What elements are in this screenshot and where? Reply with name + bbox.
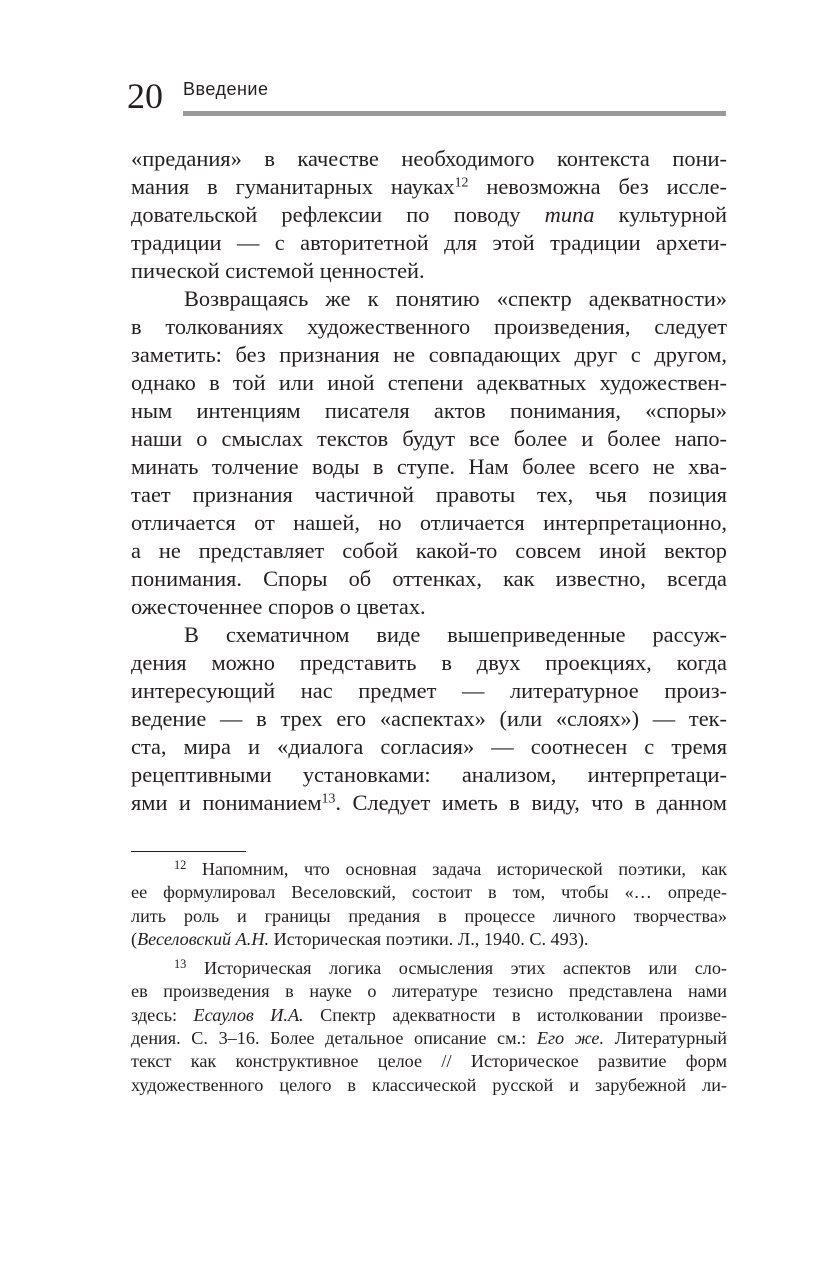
text-line: ным интенциям писателя актов понимания, «споры»: [131, 398, 727, 423]
text-line: а не представляет собой какой-то совсем иной вектор: [131, 538, 727, 563]
text-line: ведение — в трех его «аспектах» (или «слоях») — тек-: [131, 706, 727, 731]
footnote-12: [131, 858, 727, 951]
text-line: «предания» в качестве необходимого контекста пони-: [131, 146, 727, 171]
footnote-line: $^{12}$ Напомним, что основная задача исторической поэтики, как: [174, 857, 727, 879]
text-line: довательской рефлексии по поводу типа культурной: [131, 202, 727, 227]
text-line: В схематичном виде вышеприведенные рассуж-: [184, 622, 727, 647]
footnote-line: $^{13}$ Историческая логика осмысления этих аспектов или сло-: [174, 957, 727, 979]
text-line: отличается от нашей, но отличается интерпретационно,: [131, 510, 727, 535]
footnote-line: текст как конструктивное целое // Историческое развитие форм: [131, 1051, 727, 1072]
header-rule: [183, 111, 726, 116]
footnote-separator: [131, 851, 246, 852]
text-line: дения можно представить в двух проекциях, когда: [131, 650, 727, 675]
footnote-marker: 13: [174, 957, 187, 971]
text-line: минать толчение воды в ступе. Нам более всего не хва-: [131, 454, 727, 479]
text-line: в толкованиях художественного произведения, следует: [131, 314, 727, 339]
footnote-line: ее формулировал Веселовский, состоит в том, чтобы «… опреде-: [131, 882, 727, 903]
footnote-line: здесь: Есаулов И.А. Спектр адекватности в истолковании произве-: [131, 1004, 727, 1025]
text-line: однако в той или иной степени адекватных художествен-: [131, 370, 727, 395]
running-head: Введение: [183, 79, 269, 99]
main-text: [131, 145, 727, 817]
footnote-13: [131, 957, 727, 1097]
text-line: понимания. Споры об оттенках, как известно, всегда: [131, 566, 727, 591]
footnote-line: ев произведения в науке о литературе тезисно представлена нами: [131, 981, 727, 1002]
text-line: традиции — с авторитетной для этой традиции архети-: [131, 230, 727, 255]
text-line: ями и пониманием$^{13}$. Следует иметь в виду, что в данном: [131, 790, 727, 815]
text-line: тает признания частичной правоты тех, чья позиция: [131, 482, 727, 507]
footnote-line: лить роль и границы предания в процессе личного творчества»: [131, 905, 727, 926]
footnote-marker: 12: [174, 857, 187, 872]
footnote-ref-12[interactable]: 12: [454, 175, 469, 191]
page-number: 20: [127, 76, 163, 116]
text-line: ожесточеннее споров о цветах.: [131, 594, 426, 619]
text-line: мания в гуманитарных науках$^{12}$ невозможна без иссле-: [131, 174, 727, 199]
text-line: заметить: без признания не совпадающих друг с другом,: [131, 342, 727, 367]
footnote-line: дения. С. 3–16. Более детальное описание см.: Его же. Литературный: [131, 1028, 727, 1049]
text-line: ста, мира и «диалога согласия» — соотнесен с тремя: [131, 734, 727, 759]
text-line: наши о смыслах текстов будут все более и более напо-: [131, 426, 727, 451]
text-line: пической системой ценностей.: [131, 258, 425, 283]
footnote-line: художественного целого в классической русской и зарубежной ли-: [131, 1074, 727, 1095]
footnotes: [131, 858, 727, 1103]
text-line: Возвращаясь же к понятию «спектр адекватности»: [184, 286, 727, 311]
footnote-line: (Веселовский А.Н. Историческая поэтики. Л., 1940. С. 493).: [131, 928, 589, 949]
text-line: интересующий нас предмет — литературное произ-: [131, 678, 727, 703]
text-line: рецептивными установками: анализом, интерпретаци-: [131, 762, 727, 787]
page-header: [0, 0, 827, 130]
footnote-ref-13[interactable]: 13: [321, 791, 336, 807]
